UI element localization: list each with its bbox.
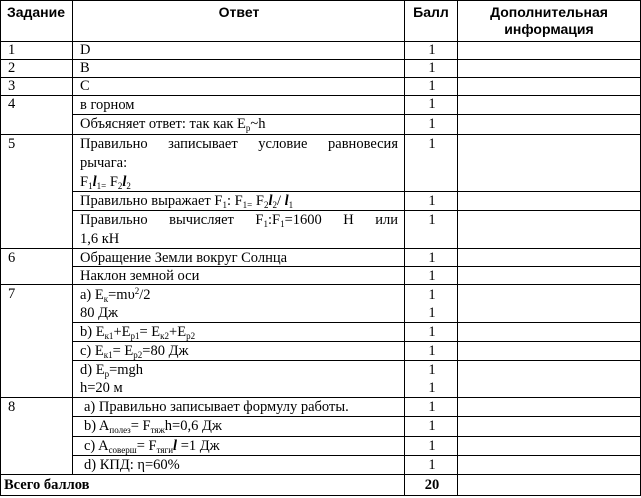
answer-text: C [80,78,90,94]
score-value: 1 [428,116,436,132]
score-value: 1 [428,457,436,473]
score-value: 1 [428,362,436,378]
header-extra-2: информация [504,21,594,37]
answer-text: Наклон земной оси [80,268,200,284]
score-value: 1 [428,78,436,94]
answer-text: d) $E_p=mgh$ [80,362,144,379]
answer-text: a) Правильно записывает формулу работы. [84,399,349,415]
total-label: Всего баллов [4,477,90,493]
score-value: 1 [428,250,436,266]
score-value: 1 [428,60,436,76]
answer-text: рычага: [80,155,128,171]
formula: $F_1l_{1=}$ $F_2l_2$ [80,174,131,191]
task-number: 3 [8,78,16,94]
score-value: 1 [428,136,436,152]
score-value: 1 [428,438,436,454]
task-number: 6 [8,250,16,266]
answer-text: Правильно записывает условие равновесия [80,136,398,152]
score-value: 1 [428,305,436,321]
score-value: 1 [428,268,436,284]
header-answer: Ответ [218,4,260,20]
answer-text: Правильно вычисляет $F_1:F_1=1600$ Н или [80,212,398,229]
task-number: 5 [8,136,16,152]
answer-text: D [80,42,91,58]
header-extra-1: Дополнительная [490,4,608,20]
answer-text: c) $E_{к1}= E_{p2}=80$ Дж [80,343,189,360]
answer-text: 80 Дж [80,305,119,321]
task-number: 4 [8,96,16,112]
answer-text: в горном [80,97,135,113]
answer-text: b) $E_{к1}+E_{p1}= E_{к2}+E_{p2}$ [80,324,196,341]
task-number: 8 [8,399,16,415]
header-score: Балл [413,4,449,20]
header-task: Задание [6,4,66,20]
task-number: 7 [8,286,16,302]
total-score: 20 [424,477,440,493]
answer-text: Объясняет ответ: так как $E_p\sim h$ [80,116,266,133]
answer-text: h=20 м [80,380,123,396]
score-value: 1 [428,212,436,228]
answer-text: 1,6 кН [80,231,120,247]
score-value: 1 [428,287,436,303]
answer-text: B [80,60,90,76]
answer-text: Обращение Земли вокруг Солнца [80,250,288,266]
score-value: 1 [428,42,436,58]
score-value: 1 [428,418,436,434]
score-value: 1 [428,343,436,359]
answer-text: Правильно выражает $F_1$: $F_{1=}$ $F_2l_2/$ $l_1$ [80,193,294,210]
score-value: 1 [428,193,436,209]
score-value: 1 [428,399,436,415]
task-number: 1 [8,42,16,58]
score-value: 1 [428,96,436,112]
score-value: 1 [428,380,436,396]
answer-text: a) $E_к=m\upsilon^2/2$ [80,286,151,304]
answer-text: c) $A_{соверш}= F_{тяги}l =1$ Дж [84,438,220,455]
answer-text: b) $A_{полез}= F_{тяж}h=0,6$ Дж [84,418,222,435]
answer-text: d) КПД: η=60% [84,457,180,473]
score-value: 1 [428,324,436,340]
task-number: 2 [8,60,16,76]
